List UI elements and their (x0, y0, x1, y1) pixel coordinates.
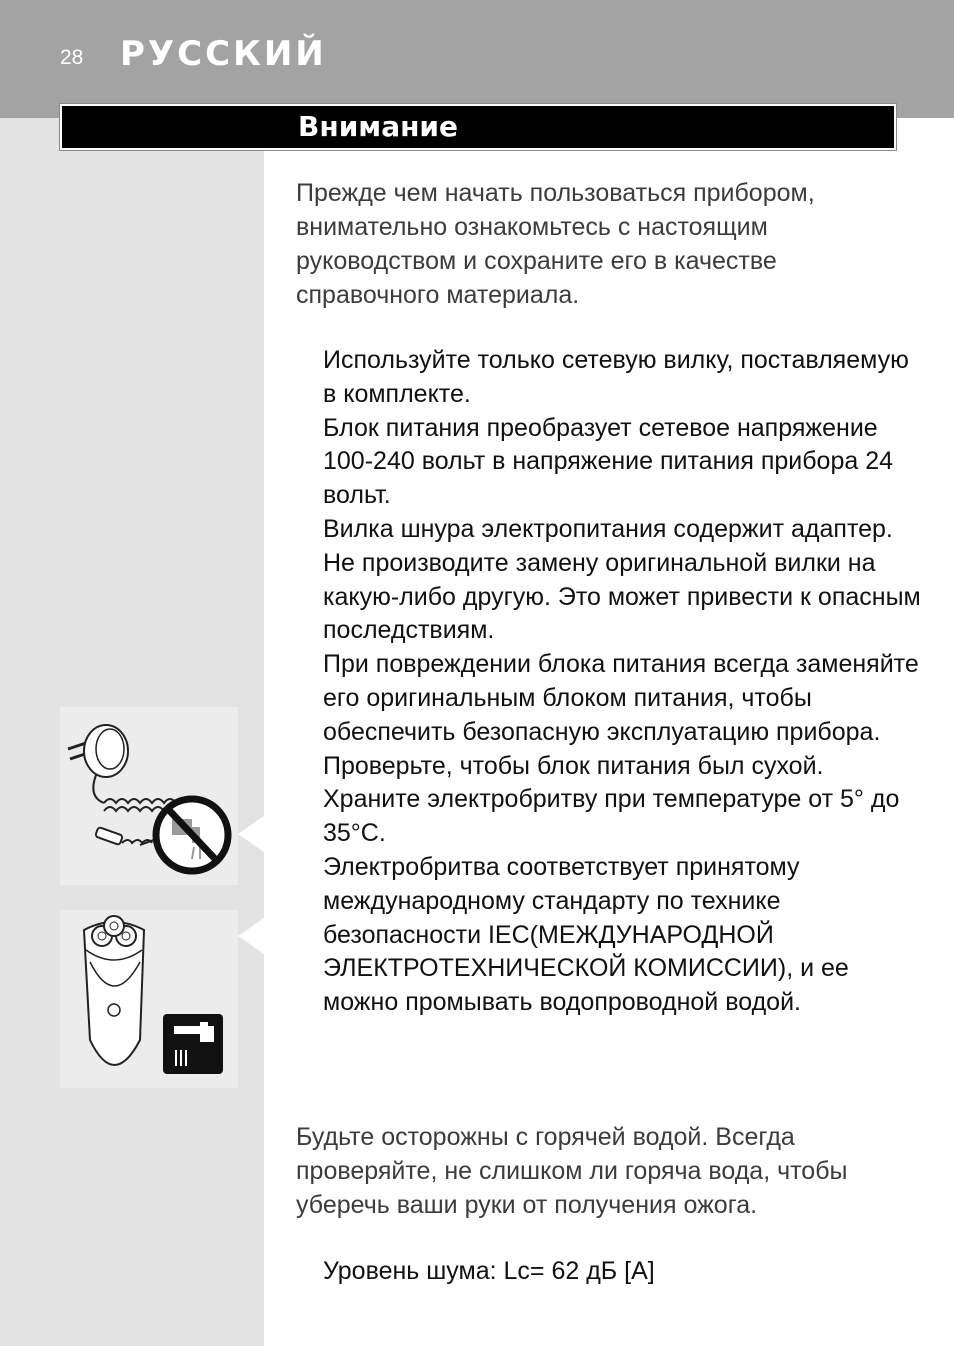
adapter-illustration (60, 707, 238, 885)
warning-item: Используйте только сетевую вилку, поставляемую в комплекте. (323, 346, 909, 408)
warning-item: При повреждении блока питания всегда заменяйте его оригинальным блоком питания, чтобы обеспечить безопасную эксплуатацию прибора. (323, 650, 919, 746)
illustration-pointer (238, 918, 264, 954)
warnings-list (323, 344, 923, 1020)
shaver-tap-water-icon (60, 910, 238, 1088)
warning-item: Вилка шнура электропитания содержит адаптер. Не производите замену оригинальной вилки на какую-либо другую. Это может привести к опасным последствиям. (323, 514, 921, 645)
hot-water-note: Будьте осторожны с горячей водой. Всегда проверяйте, не слишком ли горяча вода, чтобы уберечь ваши руки от получения ожога. (296, 1123, 848, 1219)
language-heading: РУССКИЙ (120, 34, 327, 74)
noise-level: Уровень шума: Lc= 62 дБ [A] (323, 1257, 655, 1285)
warning-item: Храните электробритву при температуре от 5° до 35°C. (323, 785, 900, 848)
illustration-pointer (238, 816, 264, 852)
warning-item: Блок питания преобразует сетевое напряжение 100-240 вольт в напряжение питания прибора 24 вольт. (323, 413, 894, 510)
section-header-bar (60, 104, 896, 150)
shaver-illustration (60, 910, 238, 1088)
warning-item: Проверьте, чтобы блок питания был сухой. (323, 751, 824, 780)
section-title: Внимание (298, 110, 459, 143)
intro-paragraph: Прежде чем начать пользоваться прибором, внимательно ознакомьтесь с настоящим руководством и сохраните его в качестве справочного материала. (296, 179, 815, 309)
warning-item: Электробритва соответствует принятому международному стандарту по технике безопасности IEC(МЕЖДУНАРОДНОЙ ЭЛЕКТРОТЕХНИЧЕСКОЙ КОМИССИИ), и ее можно промывать водопроводной водой. (323, 852, 849, 1017)
adapter-no-water-icon (60, 707, 238, 885)
page-number: 28 (60, 46, 84, 69)
